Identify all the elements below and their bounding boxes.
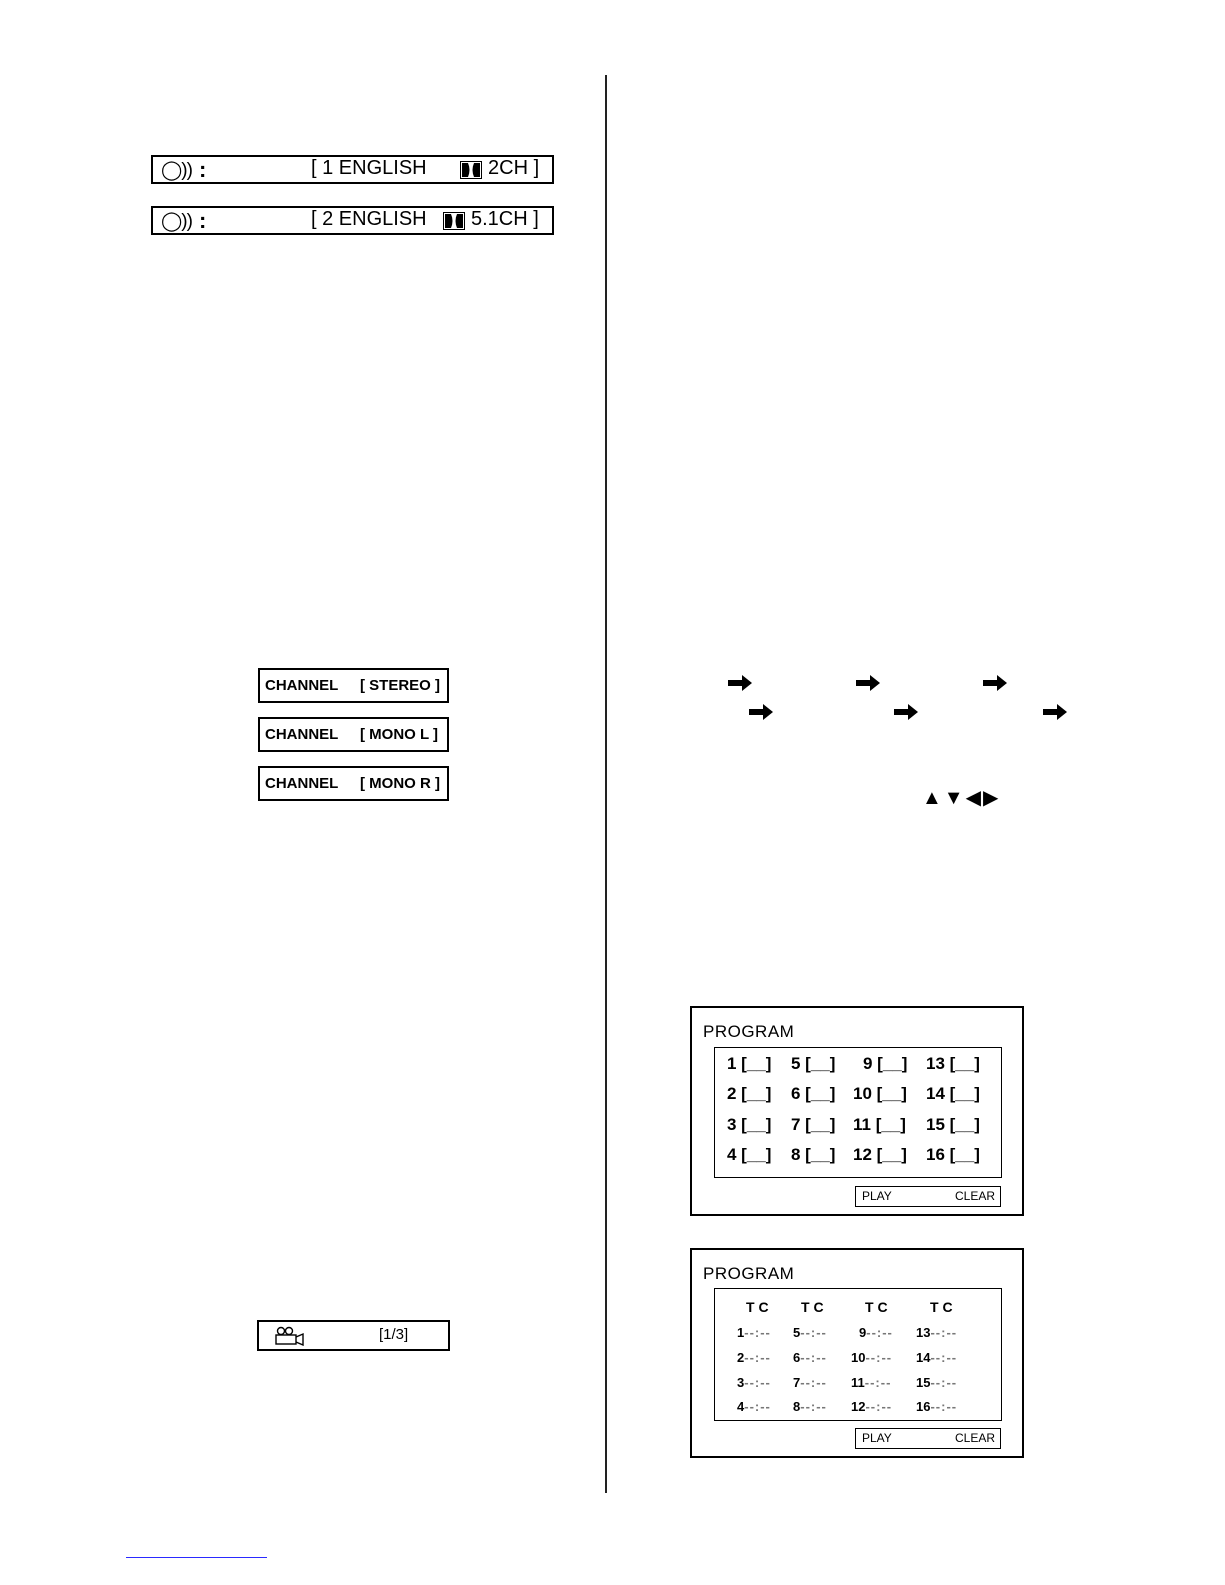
program-slot[interactable]: 12 [__] <box>853 1145 907 1164</box>
program-slot[interactable]: 8 [__] <box>791 1145 836 1164</box>
right-arrow-icon <box>894 704 918 720</box>
program-slot[interactable]: 9 [__] <box>863 1054 908 1073</box>
tc-slot[interactable] <box>916 1325 957 1340</box>
audio-channels-label: 5.1CH ] <box>471 208 539 230</box>
slot-placeholder: --:-- <box>930 1325 958 1340</box>
play-button[interactable]: PLAY <box>862 1431 892 1445</box>
tc-slot[interactable] <box>793 1375 827 1390</box>
right-arrow-icon <box>856 675 880 691</box>
program-tc-grid <box>714 1288 1002 1421</box>
tc-slot[interactable] <box>793 1350 827 1365</box>
colon-glyph: : <box>199 157 207 182</box>
channel-value: [ MONO R ] <box>360 775 440 792</box>
tc-slot[interactable] <box>793 1325 827 1340</box>
slot-placeholder: --:-- <box>744 1325 771 1340</box>
slot-number: 15 <box>916 1375 931 1390</box>
slot-number: 10 <box>851 1350 866 1365</box>
slot-number: 3 <box>737 1375 745 1390</box>
program-slot[interactable]: 6 [__] <box>791 1084 836 1103</box>
tc-slot[interactable] <box>916 1350 957 1365</box>
slot-placeholder: --:-- <box>930 1375 958 1390</box>
audio-channels-label: 2CH ] <box>488 157 540 179</box>
tc-header: T C <box>865 1299 888 1315</box>
slot-number: 12 <box>851 1399 866 1414</box>
audio-track-label: [ 2 ENGLISH <box>311 208 427 230</box>
clear-button[interactable]: CLEAR <box>954 1189 995 1203</box>
slot-number: 11 <box>851 1375 865 1390</box>
speaker-icon: ◯)) <box>161 160 192 181</box>
tc-header: T C <box>746 1299 769 1315</box>
program-title: PROGRAM <box>703 1022 795 1041</box>
program-slot[interactable]: 16 [__] <box>926 1145 980 1164</box>
channel-osd-mono-l <box>258 717 449 752</box>
slot-placeholder: --:-- <box>744 1375 771 1390</box>
tc-slot[interactable] <box>737 1325 771 1340</box>
tc-slot[interactable] <box>859 1325 893 1340</box>
angle-value: [1/3] <box>379 1326 409 1343</box>
dolby-icon <box>443 212 465 230</box>
play-clear-bar <box>855 1186 1001 1207</box>
angle-osd-box <box>257 1320 450 1351</box>
program-box-numbered <box>690 1006 1024 1216</box>
slot-number: 13 <box>916 1325 931 1340</box>
column-divider <box>605 75 607 1493</box>
slot-placeholder: --:-- <box>800 1350 827 1365</box>
audio-track-label: [ 1 ENGLISH <box>311 157 427 179</box>
program-slot[interactable]: 1 [__] <box>727 1054 772 1073</box>
program-slot[interactable]: 4 [__] <box>727 1145 772 1164</box>
play-button[interactable]: PLAY <box>862 1189 892 1203</box>
program-title: PROGRAM <box>703 1264 795 1283</box>
audio-osd-box-1 <box>151 155 554 184</box>
play-clear-bar <box>855 1428 1001 1449</box>
navigation-arrows-icon: ▲▼◀▶ <box>922 787 1001 809</box>
right-arrow-icon <box>749 704 773 720</box>
footer-link-underline <box>126 1557 267 1558</box>
channel-label: CHANNEL <box>265 726 339 743</box>
dolby-icon <box>460 161 482 179</box>
tc-header: T C <box>930 1299 953 1315</box>
slot-number: 7 <box>793 1375 801 1390</box>
program-slot[interactable]: 11 [__] <box>853 1115 906 1134</box>
slot-placeholder: --:-- <box>865 1350 893 1365</box>
program-slot[interactable]: 15 [__] <box>926 1115 980 1134</box>
channel-osd-stereo <box>258 668 449 703</box>
slot-placeholder: --:-- <box>800 1325 827 1340</box>
slot-placeholder: --:-- <box>865 1399 893 1414</box>
speaker-icon: ◯)) <box>161 211 192 232</box>
audio-osd-box-2 <box>151 206 554 235</box>
slot-number: 1 <box>737 1325 745 1340</box>
slot-placeholder: --:-- <box>866 1325 893 1340</box>
slot-placeholder: --:-- <box>800 1375 827 1390</box>
tc-slot[interactable] <box>793 1399 827 1414</box>
slot-placeholder: --:-- <box>930 1350 958 1365</box>
slot-placeholder: --:-- <box>864 1375 892 1390</box>
slot-number: 2 <box>737 1350 745 1365</box>
tc-slot[interactable] <box>916 1375 957 1390</box>
slot-placeholder: --:-- <box>744 1350 771 1365</box>
tc-slot[interactable] <box>737 1399 771 1414</box>
tc-slot[interactable] <box>737 1375 771 1390</box>
tc-slot[interactable] <box>737 1350 771 1365</box>
slot-number: 8 <box>793 1399 801 1414</box>
right-arrow-icon <box>983 675 1007 691</box>
clear-button[interactable]: CLEAR <box>954 1431 995 1445</box>
tc-slot[interactable] <box>851 1399 892 1414</box>
channel-label: CHANNEL <box>265 775 339 792</box>
slot-placeholder: --:-- <box>800 1399 827 1414</box>
program-slot[interactable]: 13 [__] <box>926 1054 980 1073</box>
slot-number: 16 <box>916 1399 931 1414</box>
tc-slot[interactable] <box>916 1399 957 1414</box>
program-slot[interactable]: 2 [__] <box>727 1084 772 1103</box>
channel-value: [ MONO L ] <box>360 726 439 743</box>
slot-number: 14 <box>916 1350 931 1365</box>
channel-label: CHANNEL <box>265 677 339 694</box>
program-slot[interactable]: 7 [__] <box>791 1115 836 1134</box>
channel-value: [ STEREO ] <box>360 677 441 694</box>
program-slot-grid <box>714 1047 1002 1178</box>
channel-osd-mono-r <box>258 766 449 801</box>
slot-number: 6 <box>793 1350 801 1365</box>
slot-number: 5 <box>793 1325 801 1340</box>
program-slot[interactable]: 14 [__] <box>926 1084 980 1103</box>
program-slot[interactable]: 3 [__] <box>727 1115 772 1134</box>
program-slot[interactable]: 5 [__] <box>791 1054 836 1073</box>
right-arrow-icon <box>728 675 752 691</box>
program-box-track-chapter <box>690 1248 1024 1458</box>
camera-icon <box>273 1326 307 1346</box>
tc-header: T C <box>801 1299 824 1315</box>
program-slot[interactable]: 10 [__] <box>853 1084 907 1103</box>
slot-number: 9 <box>859 1325 867 1340</box>
colon-glyph: : <box>199 208 207 233</box>
right-arrow-icon <box>1043 704 1067 720</box>
slot-placeholder: --:-- <box>930 1399 958 1414</box>
tc-slot[interactable] <box>851 1375 891 1390</box>
slot-number: 4 <box>737 1399 745 1414</box>
tc-slot[interactable] <box>851 1350 892 1365</box>
slot-placeholder: --:-- <box>744 1399 771 1414</box>
